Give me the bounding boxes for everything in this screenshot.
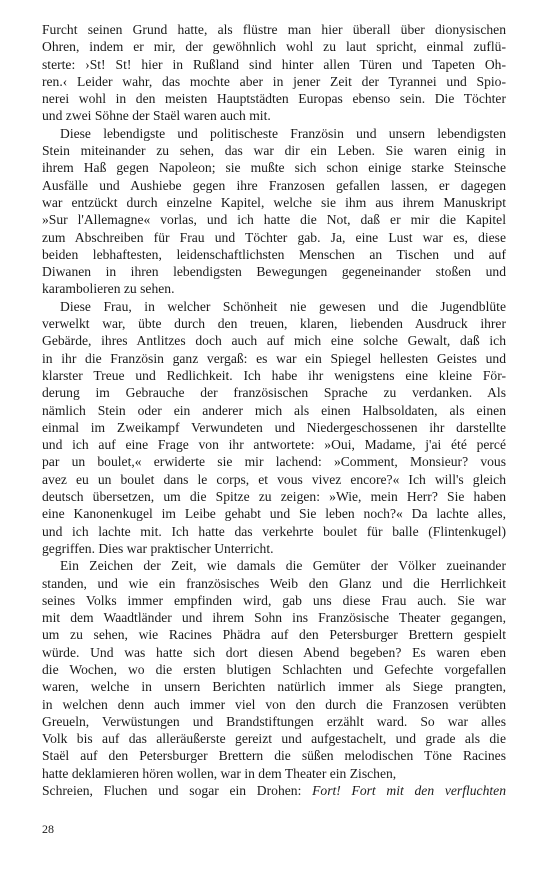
text-line: war entzückt durch einzelne Kapitel, welche sie ihm aus ihrem Manuskript — [42, 194, 506, 210]
text-line: eine Kanonenkugel im Leibe gehabt und Sie leben noch?« Da lachte alles, — [42, 506, 506, 522]
text-line: und zwei Söhne der Staël waren auch mit. — [42, 108, 271, 124]
text-line: verwelkt war, übte durch den treuen, klaren, liebenden Ausdruck ihrer — [42, 316, 506, 332]
italic-text: Fort! Fort mit den verfluchten — [312, 783, 506, 799]
paragraph — [42, 21, 506, 125]
text-line: die Wochen, wo die ersten blutigen Schlachten und Gefechte vorgefallen — [42, 661, 506, 677]
text-line: nerei wohl in den meisten Hauptstädten Europas ebenso sein. Die Töchter — [42, 91, 506, 107]
text-line: par un boulet,« erwiderte sie mir lachend: »Comment, Monsieur? vous — [42, 454, 506, 470]
text-line: Diwanen in ihren lebendigsten Bewegungen gegeneinander stoßen und — [42, 264, 506, 280]
text-line: um zu sehen, wie Racines Phädra auf den Petersburger Brettern gespielt — [42, 627, 506, 643]
text-line: würde. Und was hatte sich dort diesen Abend begeben? Es waren eben — [42, 644, 506, 660]
text-line: ren.‹ Leider wahr, das mochte aber in jener Zeit der Tyrannei und Spio- — [42, 73, 506, 89]
text-line: in welchen denn auch immer viel von den durch die Franzosen verübten — [42, 696, 506, 712]
text-line: ihrem Haß gegen Napoleon; sie mußte sich schon einige starke Steinsche — [42, 160, 506, 176]
text-line: Stein miteinander zu sehen, das war dir ein Leben. Sie waren einig in — [42, 143, 506, 159]
text-line: seines Volks immer empfinden wird, gab uns diese Frau auch. Sie war — [42, 592, 506, 608]
paragraph — [42, 125, 506, 298]
page-number: 28 — [42, 822, 54, 836]
text-line: Ausfälle und Aushiebe gegen ihre Franzosen gefallen lassen, er dagegen — [42, 177, 506, 193]
text-line: Diese lebendigste und politischeste Französin und unsern lebendigsten — [60, 125, 506, 141]
text-line: Greueln, Verwüstungen und Brandstiftungen erzählt ward. So war alles — [42, 713, 506, 729]
text-line: mit dem Waadtländer und ihrem Sohn ins Französische Theater gegangen, — [42, 610, 506, 626]
text-line: sterte: ›St! St! hier in Rußland sind hinter allen Türen und Tapeten Oh- — [42, 56, 506, 72]
text-line: deutsch übersetzen, um die Spitze zu zeigen: »Wie, mein Herr? Sie haben — [42, 489, 506, 505]
text-line: Gebärde, ihres Antlitzes doch auch auf mich eine solche Gewalt, daß ich — [42, 333, 506, 349]
page-text — [42, 21, 506, 799]
text-line: derung im Gebrauche der französischen Sprache zu verdanken. Als — [42, 385, 506, 401]
text-line: und ich auf eine Frage von ihr antwortete: »Oui, Madame, j'ai été percé — [42, 437, 506, 453]
text-line: zum Abschreiben für Frau und Töchter gab. Ja, eine Lust war es, diese — [42, 229, 506, 245]
text-line: einmal im Zweikampf Verwundeten und Niedergeschossenen ihr darstellte — [42, 419, 506, 435]
text-line: in ihr die Französin ganz vergaß: es war ein Spiegel hellesten Geistes und — [42, 350, 506, 366]
text-line: Staël auf den Petersburger Brettern die süßen melodischen Töne Racines — [42, 748, 506, 764]
text-line: hatte deklamieren hören wollen, war in dem Theater ein Zischen, — [42, 765, 397, 781]
text-line: »Sur l'Allemagne« vorlas, und ich hatte die Not, daß er mir die Kapitel — [42, 212, 506, 228]
paragraph — [42, 557, 506, 782]
text-line: Schreien, Fluchen und sogar ein Drohen: Fort! Fort mit den verfluchten — [42, 783, 506, 799]
text-line: gegriffen. Dies war praktischer Unterricht. — [42, 540, 274, 556]
text-line: standen, und wie ein französisches Weib den Glanz und die Herrlichkeit — [42, 575, 506, 591]
text-line: waren, welche in unsern Berichten natürlich immer als Siege prangten, — [42, 679, 506, 695]
text-line: nämlich Stein oder ein anderer mich als einen Halbsoldaten, als einen — [42, 402, 506, 418]
text-line: Volk bis auf das alleräußerste gereizt und aufgestachelt, und grade als die — [42, 731, 506, 747]
text-line: Ein Zeichen der Zeit, wie damals die Gemüter der Völker zueinander — [60, 558, 506, 574]
text-line: klarster Treue und Redlichkeit. Ich habe ihr wenigstens eine kleine För- — [42, 367, 506, 383]
text-line: Ohren, indem er mir, der gewöhnlich wohl zu laut spricht, einmal zuflü- — [42, 39, 506, 55]
text-line: beiden lebhaftesten, leidenschaftlichsten Menschen an Tischen und auf — [42, 246, 506, 262]
text-line: karambolieren zu sehen. — [42, 281, 175, 297]
text-line: Furcht seinen Grund hatte, als flüstre man hier überall über dionysischen — [42, 22, 506, 37]
text-line: avez eu un boulet dans le corps, et vous vivez encore?« Ich will's gleich — [42, 471, 506, 487]
paragraph — [42, 782, 506, 799]
paragraph — [42, 298, 506, 557]
text-line: und ich lachte mit. Ich hatte das verkehrte boulet für balle (Flintenkugel) — [42, 523, 506, 539]
text-line: Diese Frau, in welcher Schönheit nie gewesen und die Jugendblüte — [60, 298, 506, 314]
